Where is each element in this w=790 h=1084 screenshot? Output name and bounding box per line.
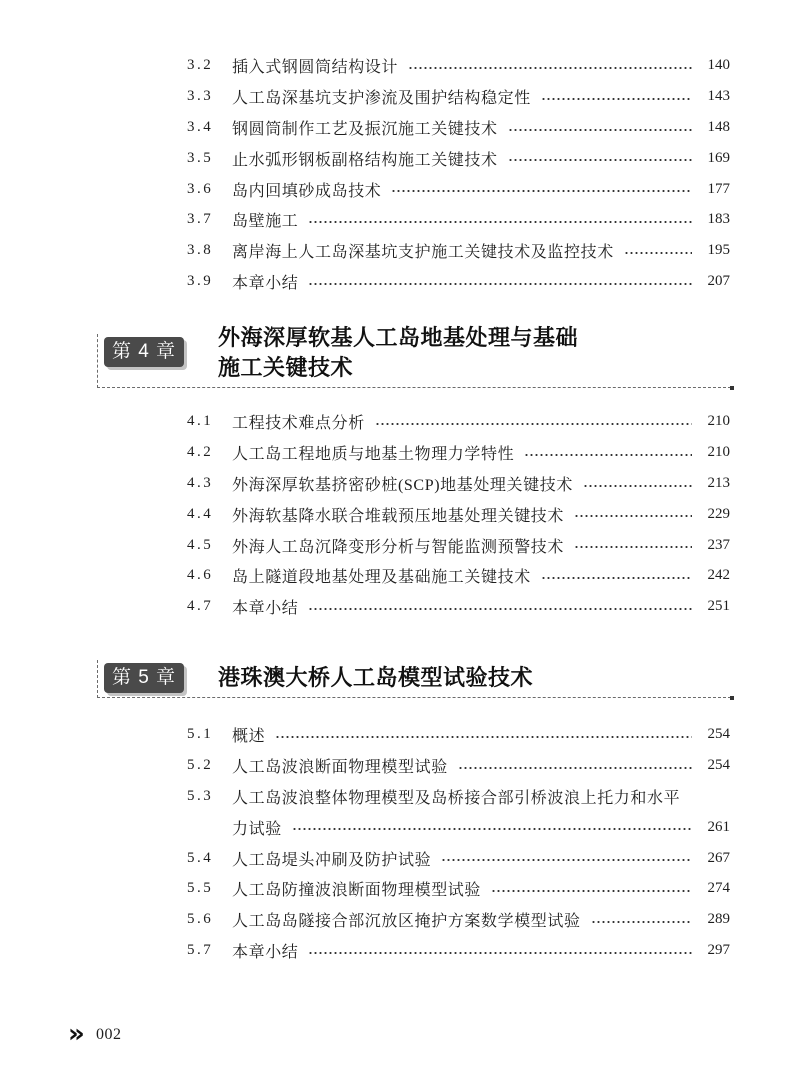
chapter-4-title-line-1: 外海深厚软基人工岛地基处理与基础	[218, 325, 579, 350]
section-title: 外海软基降水联合堆载预压地基处理关键技术	[232, 507, 565, 525]
section-number: 3.7	[187, 211, 214, 228]
section-title: 工程技术难点分析	[232, 415, 365, 433]
section-title-continued: 力试验	[232, 820, 282, 838]
page-number: 169	[707, 149, 730, 166]
page-number: 210	[707, 413, 730, 430]
toc-entry-5-5	[187, 874, 730, 905]
page-number: 140	[707, 57, 730, 74]
dot-leader	[441, 858, 692, 862]
toc-entry-3-4	[187, 112, 730, 143]
section-title: 本章小结	[232, 944, 299, 962]
toc-entry-5-6	[187, 904, 730, 935]
section-number: 4.2	[187, 444, 214, 461]
page-number: 183	[707, 211, 730, 228]
chapter-3-entries	[187, 51, 730, 297]
section-number: 4.7	[187, 598, 214, 615]
dot-leader	[541, 97, 692, 101]
section-number: 3.8	[187, 242, 214, 259]
section-number: 3.4	[187, 119, 214, 136]
chapter-5-title-line-1: 港珠澳大桥人工岛模型试验技术	[218, 665, 534, 690]
page-number: 229	[707, 505, 730, 522]
folio-page-number: 002	[96, 1026, 122, 1043]
dot-leader	[591, 920, 692, 924]
dot-leader	[508, 158, 692, 162]
section-number: 3.9	[187, 273, 214, 290]
dot-leader	[275, 735, 692, 739]
chapter-4-entries	[187, 407, 730, 623]
section-number: 5.3	[187, 788, 214, 805]
dot-leader	[583, 484, 692, 488]
dot-leader	[308, 607, 692, 611]
toc-entry-4-2	[187, 437, 730, 468]
frame-end-marker	[730, 696, 734, 700]
section-number: 4.4	[187, 505, 214, 522]
section-title: 外海人工岛沉降变形分析与智能监测预警技术	[232, 538, 565, 556]
dot-leader	[458, 766, 692, 770]
toc-entry-3-8	[187, 235, 730, 266]
section-number: 5.5	[187, 880, 214, 897]
section-title: 人工岛工程地质与地基土物理力学特性	[232, 446, 515, 464]
section-title: 人工岛堤头冲刷及防护试验	[232, 851, 432, 869]
section-number: 3.2	[187, 57, 214, 74]
section-number: 3.6	[187, 180, 214, 197]
dot-leader	[541, 576, 692, 580]
dot-leader	[524, 453, 692, 457]
chapter-5-title	[218, 663, 718, 693]
section-title: 本章小结	[232, 600, 299, 618]
page-number: 274	[707, 880, 730, 897]
chapter-4-title	[218, 323, 718, 383]
dot-leader	[508, 128, 692, 132]
toc-entry-3-3	[187, 81, 730, 112]
page-number: 177	[707, 180, 730, 197]
toc-entry-4-1	[187, 407, 730, 438]
toc-entry-5-4	[187, 843, 730, 874]
toc-entry-4-6	[187, 561, 730, 592]
toc-entry-5-3	[187, 781, 730, 812]
frame-end-marker	[730, 386, 734, 390]
dot-leader	[491, 889, 692, 893]
dot-leader	[624, 251, 692, 255]
dot-leader	[308, 951, 692, 955]
page-number: 195	[707, 242, 730, 259]
section-title: 人工岛岛隧接合部沉放区掩护方案数学模型试验	[232, 913, 581, 931]
section-title: 人工岛波浪断面物理模型试验	[232, 759, 448, 777]
page-number: 213	[707, 475, 730, 492]
toc-entry-4-3	[187, 468, 730, 499]
section-number: 4.5	[187, 536, 214, 553]
page-number: 297	[707, 942, 730, 959]
section-number: 3.3	[187, 88, 214, 105]
toc-entry-3-5	[187, 143, 730, 174]
section-title: 人工岛波浪整体物理模型及岛桥接合部引桥波浪上托力和水平	[232, 790, 681, 808]
page-number: 254	[707, 757, 730, 774]
section-number: 4.3	[187, 475, 214, 492]
dot-leader	[308, 220, 692, 224]
toc-entry-5-2	[187, 750, 730, 781]
dot-leader	[574, 545, 692, 549]
section-number: 5.1	[187, 726, 214, 743]
page-number: 237	[707, 536, 730, 553]
page-number: 267	[707, 849, 730, 866]
page-number: 242	[707, 567, 730, 584]
page-number: 148	[707, 119, 730, 136]
chapter-5-badge: 第 5 章	[104, 663, 184, 693]
chapter-4-title-line-2: 施工关键技术	[218, 355, 354, 380]
section-title: 概述	[232, 728, 266, 746]
page-number: 254	[707, 726, 730, 743]
section-title: 人工岛防撞波浪断面物理模型试验	[232, 882, 482, 900]
toc-entry-4-4	[187, 499, 730, 530]
section-title: 止水弧形钢板副格结构施工关键技术	[232, 151, 498, 169]
dot-leader	[308, 282, 692, 286]
toc-entry-3-7	[187, 205, 730, 236]
page-number: 261	[707, 818, 730, 835]
dot-leader	[391, 189, 692, 193]
toc-entry-5-1	[187, 720, 730, 751]
toc-entry-4-5	[187, 530, 730, 561]
section-title: 岛内回填砂成岛技术	[232, 182, 382, 200]
dot-leader	[408, 66, 692, 70]
section-number: 5.4	[187, 849, 214, 866]
toc-entry-5-3-continued	[187, 812, 730, 843]
page-number: 251	[707, 598, 730, 615]
dot-leader	[574, 514, 692, 518]
toc-entry-4-7	[187, 591, 730, 622]
section-title: 外海深厚软基挤密砂桩(SCP)地基处理关键技术	[232, 477, 573, 495]
page-number: 289	[707, 911, 730, 928]
toc-entry-3-9	[187, 266, 730, 297]
section-title: 岛壁施工	[232, 213, 299, 231]
chapter-4-badge: 第 4 章	[104, 337, 184, 367]
toc-entry-3-6	[187, 174, 730, 205]
section-title: 离岸海上人工岛深基坑支护施工关键技术及监控技术	[232, 244, 614, 262]
page-number: 210	[707, 444, 730, 461]
dot-leader	[292, 827, 692, 831]
page-number: 207	[707, 273, 730, 290]
section-number: 4.1	[187, 413, 214, 430]
chapter-5-entries	[187, 720, 730, 966]
section-number: 5.2	[187, 757, 214, 774]
toc-entry-3-2	[187, 51, 730, 82]
dot-leader	[375, 422, 692, 426]
toc-entry-5-7	[187, 935, 730, 966]
page-number: 143	[707, 88, 730, 105]
section-number: 5.7	[187, 942, 214, 959]
section-title: 钢圆筒制作工艺及振沉施工关键技术	[232, 121, 498, 139]
section-title: 人工岛深基坑支护渗流及围护结构稳定性	[232, 90, 531, 108]
double-arrow-icon: »	[68, 1019, 85, 1049]
section-title: 岛上隧道段地基处理及基础施工关键技术	[232, 569, 531, 587]
section-number: 3.5	[187, 149, 214, 166]
section-title: 本章小结	[232, 275, 299, 293]
section-number: 4.6	[187, 567, 214, 584]
section-title: 插入式钢圆筒结构设计	[232, 59, 399, 77]
section-number: 5.6	[187, 911, 214, 928]
